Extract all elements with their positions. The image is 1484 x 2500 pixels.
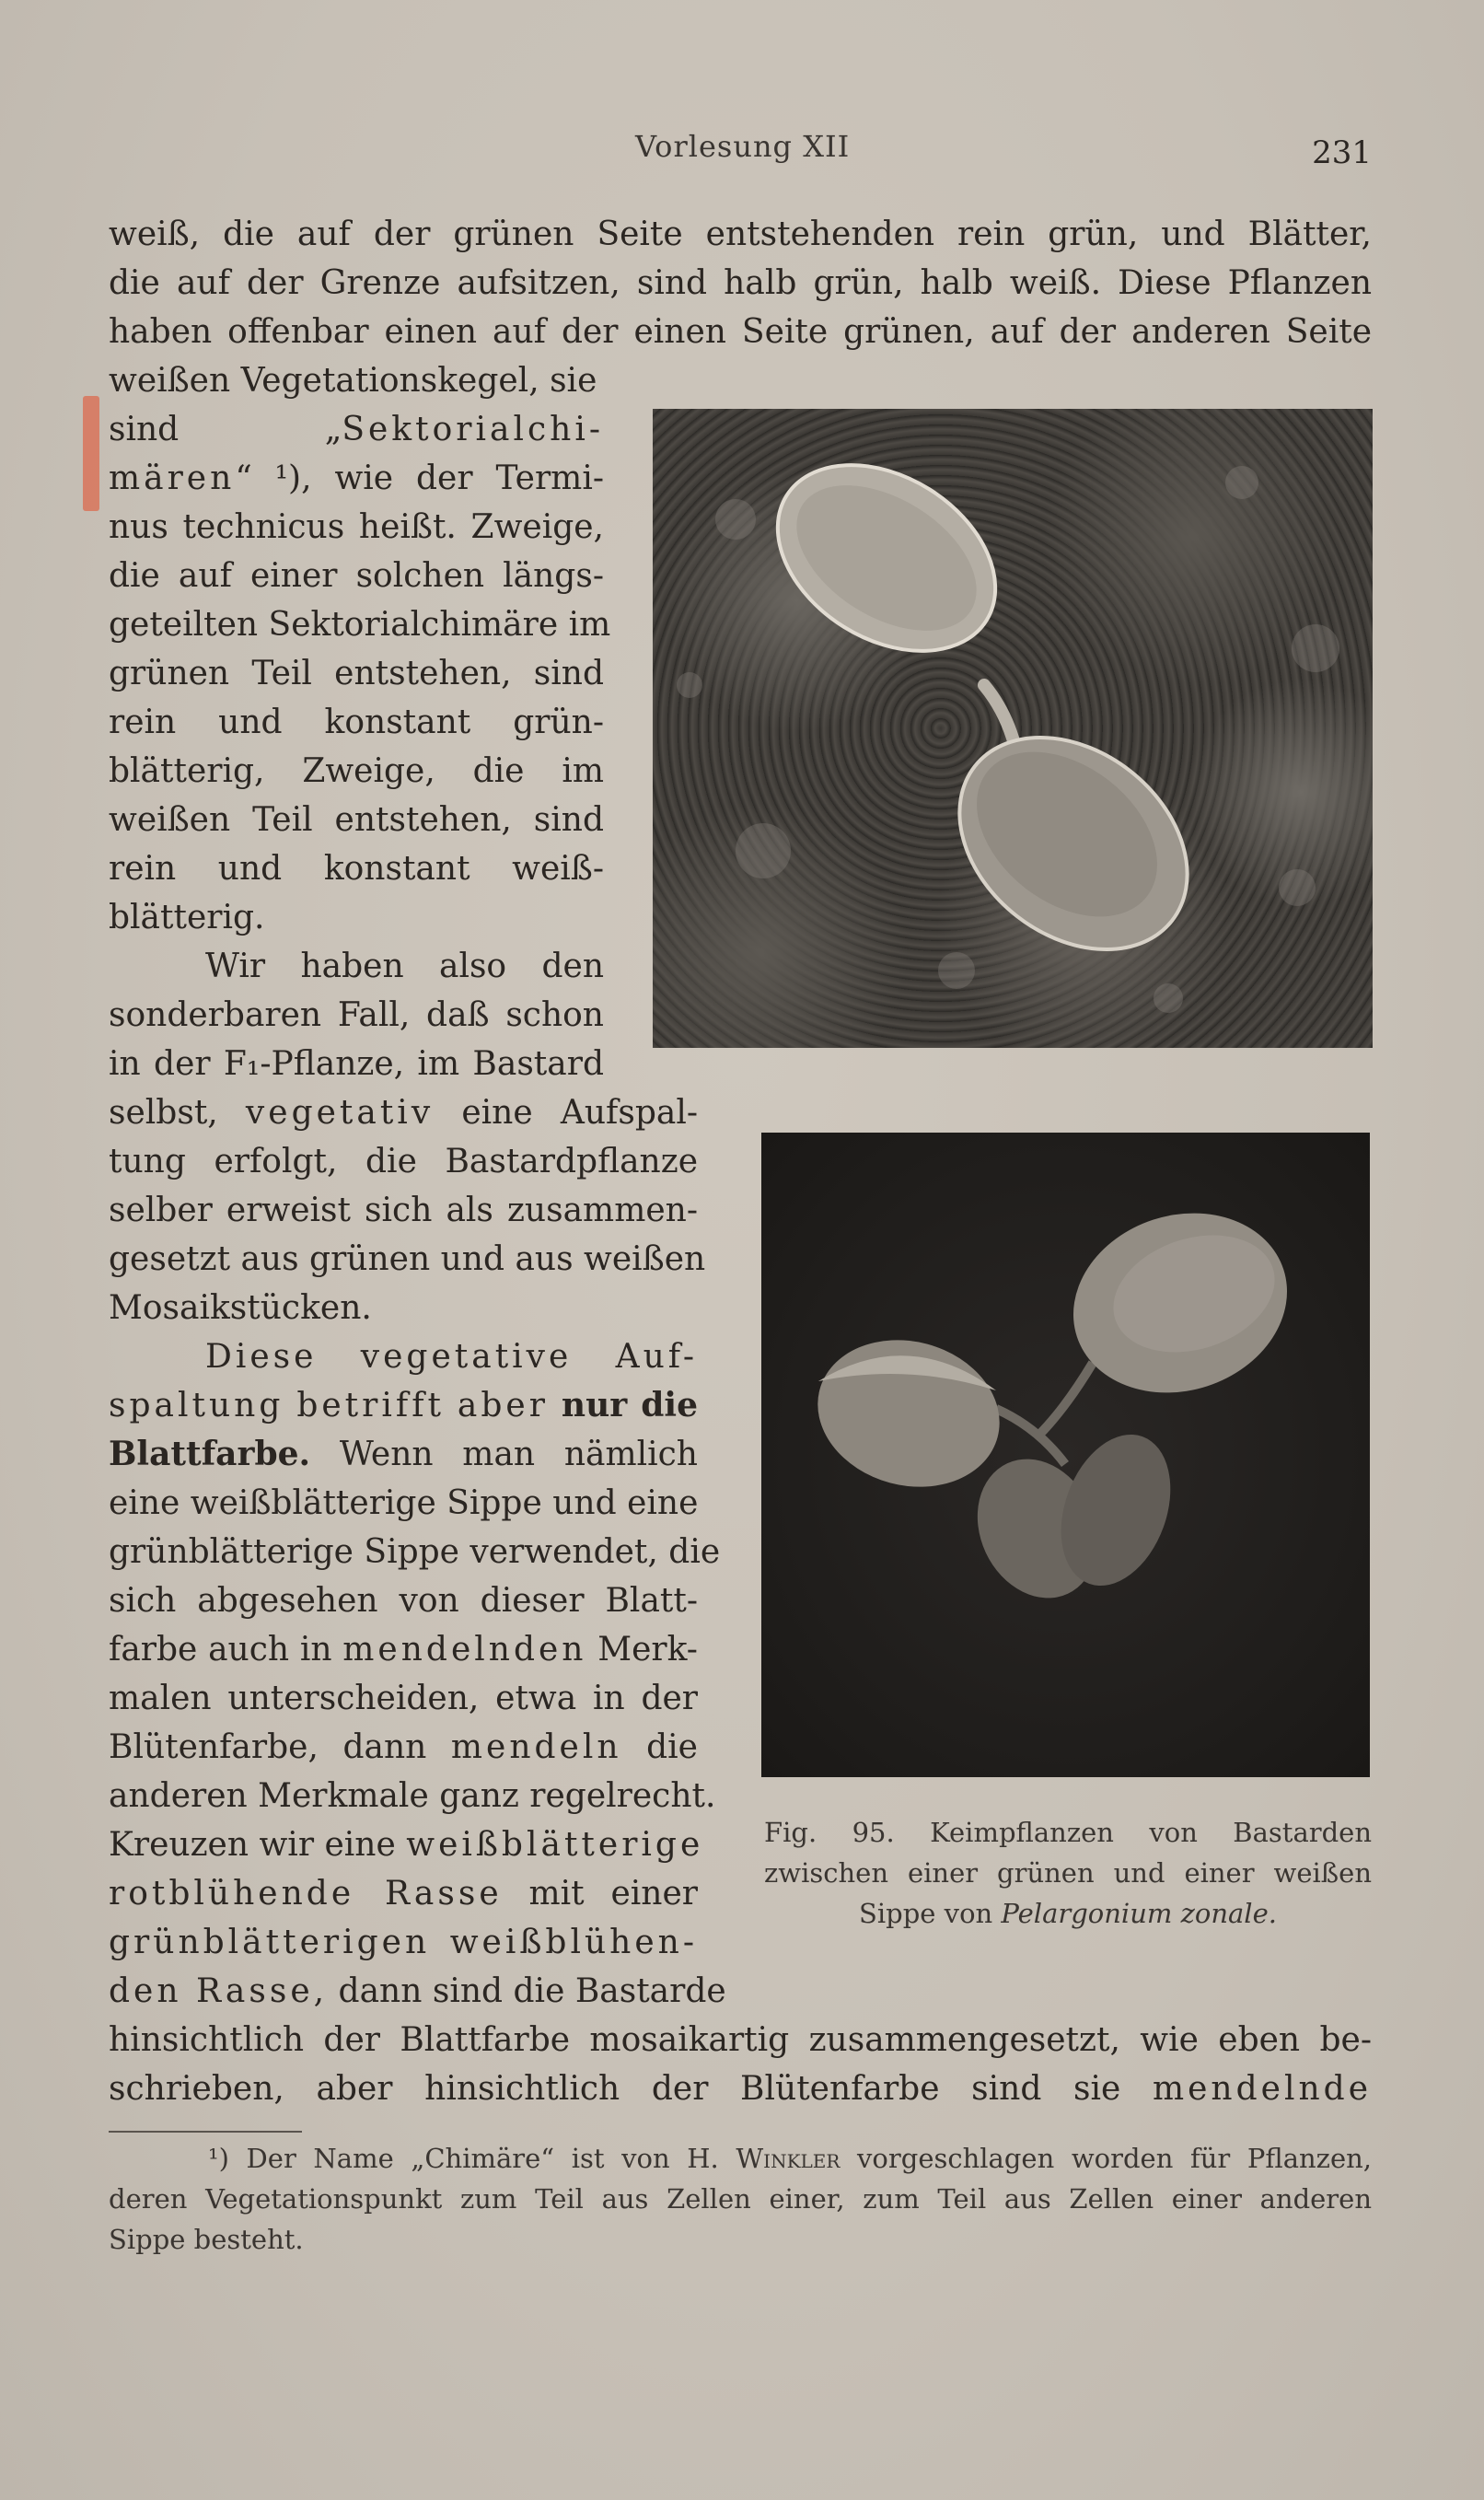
caption-line: zwischen einer grünen und einer weißen: [764, 1857, 1372, 1889]
seedling-photo-upper: [653, 409, 1373, 1048]
emphasized-term: den Rasse,: [109, 1972, 329, 2010]
body-line: anderen Merkmale ganz regelrecht.: [109, 1777, 716, 1815]
bold-term: Blattfarbe.: [109, 1435, 311, 1473]
body-line: gesetzt aus grünen und aus weißen: [109, 1240, 706, 1278]
footnote-line: ¹) Der Name „Chimäre“ ist von H. Winkler vorgeschlagen worden für Pflanzen,: [208, 2143, 1373, 2174]
body-line: weißen Vegetationskegel, sie: [109, 362, 597, 400]
body-line: [109, 1918, 698, 1967]
page-number: 231: [1312, 134, 1372, 171]
emphasized-term: weißblätterige: [406, 1826, 704, 1864]
body-line: farbe auch in mendelnden Merk-: [109, 1631, 698, 1669]
body-line: schrieben, aber hinsichtlich der Blütenfarbe sind sie mendelnde: [109, 2070, 1372, 2108]
footnote-line: deren Vegetationspunkt zum Teil aus Zellen einer, zum Teil aus Zellen einer anderen: [109, 2183, 1372, 2215]
emphasized-term: mendeln: [450, 1728, 622, 1766]
emphasized-term: vegetativ: [245, 1094, 435, 1132]
body-line: rein und konstant grün-: [109, 703, 604, 741]
body-line: grünen Teil entstehen, sind: [109, 655, 604, 692]
emphasized-term: mendelnde: [1152, 2070, 1372, 2108]
body-line: Wir haben also den: [205, 948, 604, 985]
body-line: weißen Teil entstehen, sind: [109, 801, 604, 839]
body-line: die auf der Grenze aufsitzen, sind halb grün, halb weiß. Diese Pflanzen: [109, 264, 1372, 302]
body-line: geteilten Sektorialchimäre im: [109, 606, 611, 644]
body-line: in der F₁-Pflanze, im Bastard: [109, 1045, 604, 1083]
body-line: sonderbaren Fall, daß schon: [109, 996, 604, 1034]
body-line: nus technicus heißt. Zweige,: [109, 508, 604, 546]
footnote: [109, 2138, 1372, 2260]
body-line: grünblätterige Sippe verwendet, die: [109, 1533, 721, 1571]
body-line: blätterig, Zweige, die im: [109, 752, 604, 790]
body-line: die auf einer solchen längs-: [109, 557, 604, 595]
emphasized-term: mendelnden: [342, 1631, 587, 1669]
running-title: Vorlesung XII: [635, 129, 851, 164]
emphasized-term: vegetative: [360, 1338, 573, 1376]
body-line: den Rasse, dann sind die Bastarde: [109, 1972, 726, 2010]
seedling-photo-lower: [761, 1133, 1370, 1777]
body-line: haben offenbar einen auf der einen Seite grünen, auf der anderen Seite: [109, 313, 1372, 351]
body-line: Diese vegetative Auf-: [205, 1338, 698, 1376]
running-head: [0, 129, 1484, 175]
body-line: Blütenfarbe, dann mendeln die: [109, 1728, 698, 1766]
footnote-line: Sippe besteht.: [109, 2224, 304, 2255]
caption-line: Fig. 95. Keimpflanzen von Bastarden: [764, 1817, 1372, 1848]
emphasized-term: Sektorialchi-: [342, 411, 604, 448]
body-line: malen unterscheiden, etwa in der: [109, 1680, 698, 1717]
body-line: sind „Sektorialchi-: [109, 411, 604, 448]
margin-highlight-mark: [83, 396, 99, 511]
footnote-marker: ¹): [208, 2143, 229, 2174]
author-name: Winkler: [736, 2143, 841, 2174]
body-line: selber erweist sich als zusammen-: [109, 1192, 698, 1229]
figure-caption: [764, 1812, 1372, 1934]
body-line: tung erfolgt, die Bastardpflanze: [109, 1143, 698, 1180]
body-line: sich abgesehen von dieser Blatt-: [109, 1582, 698, 1620]
emphasized-term: mären: [109, 459, 236, 497]
body-line: Kreuzen wir eine weißblätterige: [109, 1826, 704, 1864]
caption-line: Sippe von Pelargonium zonale.: [859, 1898, 1277, 1929]
emphasized-term: grünblätterigen weißblühen-: [109, 1924, 698, 1961]
footnote-divider: [109, 2131, 302, 2133]
body-line: rotblühende Rasse mit einer: [109, 1875, 699, 1913]
body-line: eine weißblätterige Sippe und eine: [109, 1484, 699, 1522]
emphasized-term: rotblühende Rasse: [109, 1875, 503, 1913]
bold-term: nur die: [561, 1386, 698, 1424]
body-line: mären“ ¹), wie der Termi-: [109, 459, 604, 497]
body-line: selbst, vegetativ eine Aufspal-: [109, 1094, 699, 1132]
body-line: weiß, die auf der grünen Seite entstehenden rein grün, und Blätter,: [109, 215, 1372, 253]
body-line: Blattfarbe. Wenn man nämlich: [109, 1435, 698, 1473]
body-line: blätterig.: [109, 899, 265, 936]
body-line: spaltung betrifft aber nur die: [109, 1386, 698, 1424]
body-line: Mosaikstücken.: [109, 1289, 372, 1327]
body-line: rein und konstant weiß-: [109, 850, 604, 888]
body-line: hinsichtlich der Blattfarbe mosaikartig zusammengesetzt, wie eben be-: [109, 2021, 1372, 2059]
species-name: Pelargonium zonale.: [1001, 1898, 1277, 1929]
